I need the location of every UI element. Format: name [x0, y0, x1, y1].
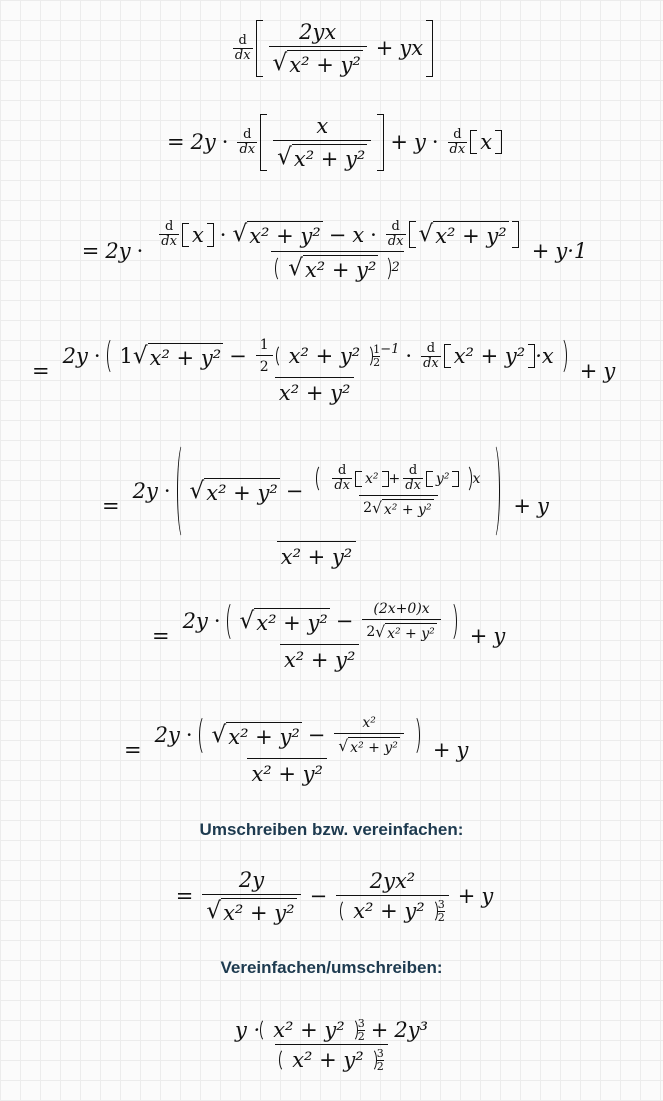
- fraction: 2y · 1 √ x² + y² − $\frac{1}{2}$ x² + y² $\frac{1}{2}$ −1 · $\frac{d}{dx}$ x² + y² ·x x² + y²: [59, 337, 571, 405]
- left-bracket: [256, 20, 263, 77]
- right-bracket: [495, 130, 502, 154]
- left-bracket: [470, 130, 477, 154]
- square-root: √ x² + y²: [277, 143, 366, 171]
- bracket-group: 2yx √ x² + y² + yx: [256, 20, 434, 77]
- step-3: = 2y · $\frac{d}{dx}$ x · √ x² + y² − x · $\frac{d}{dx}$ √ x² + y² √ x² + y² 2 + y·1: [81, 219, 588, 282]
- step-6: = 2y · √ x² + y² − (2x+0)x 2 √ x² + y² x² + y² + y: [152, 600, 506, 672]
- step-1: [0, 12, 663, 84]
- fraction: 2y · √ x² + y² − $\frac{d}{dx}$ x² + $\frac{d}{dx}$ y² x 2 √ x² + y² x² + y²: [129, 443, 505, 569]
- result-fraction: y · x² + y² $\frac{3}{2}$ + 2y³ x² + y² $\frac{3}{2}$: [234, 1017, 428, 1073]
- inner-fraction: $\frac{d}{dx}$ x² + $\frac{d}{dx}$ y² x 2 √ x² + y²: [312, 464, 484, 517]
- derivative-operator: $\frac{d}{dx}$: [239, 126, 256, 157]
- step-9: [0, 998, 663, 1092]
- step-8: = 2y √ x² + y² − 2yx² x² + y² $\frac{3}{2}$ + y: [175, 867, 494, 925]
- step-5: = 2y · √ x² + y² − $\frac{d}{dx}$ x² + $\frac{d}{dx}$ y² x 2 √ x² + y² x² + y² + y: [0, 436, 663, 576]
- step-7: = 2y · √ x² + y² − x² √ x² + y² x² + y² + y: [124, 714, 469, 786]
- heading-rewrite: Umschreiben bzw. vereinfachen:: [199, 820, 464, 839]
- fraction: x √ x² + y²: [273, 114, 371, 171]
- step-2: = 2y · $\frac{d}{dx}$ x √ x² + y² + y · $\frac{d}{dx}$ x: [0, 104, 663, 180]
- step-4: = 2y · 1 √ x² + y² − $\frac{1}{2}$ x² + y² $\frac{1}{2}$ −1 · $\frac{d}{dx}$ x² + y² ·x x² + y² + y: [32, 337, 616, 405]
- heading-simplify: Vereinfachen/umschreiben:: [220, 958, 443, 977]
- fraction: 2yx² x² + y² $\frac{3}{2}$: [336, 869, 449, 923]
- fraction: 2y · √ x² + y² − (2x+0)x 2 √ x² + y² x² + y²: [179, 601, 461, 672]
- left-bracket: [260, 114, 267, 171]
- right-bracket: [426, 20, 433, 77]
- square-root: √ x² + y²: [272, 49, 361, 77]
- quotient-rule-fraction: $\frac{d}{dx}$ x · √ x² + y² − x · $\frac{d}{dx}$ √ x² + y² √ x² + y² 2: [152, 220, 522, 281]
- derivative-operator: $\frac{d}{dx}$: [449, 126, 466, 157]
- fraction: 2y √ x² + y²: [202, 868, 300, 925]
- fraction: 2y · √ x² + y² − x² √ x² + y² x² + y²: [151, 715, 424, 786]
- fraction: 2yx √ x² + y²: [269, 20, 367, 77]
- right-bracket: [377, 114, 384, 171]
- derivative-operator: $\frac{d}{dx}$: [234, 32, 251, 63]
- square-root: √ x² + y²: [232, 221, 321, 248]
- bracket-group: [260, 114, 384, 171]
